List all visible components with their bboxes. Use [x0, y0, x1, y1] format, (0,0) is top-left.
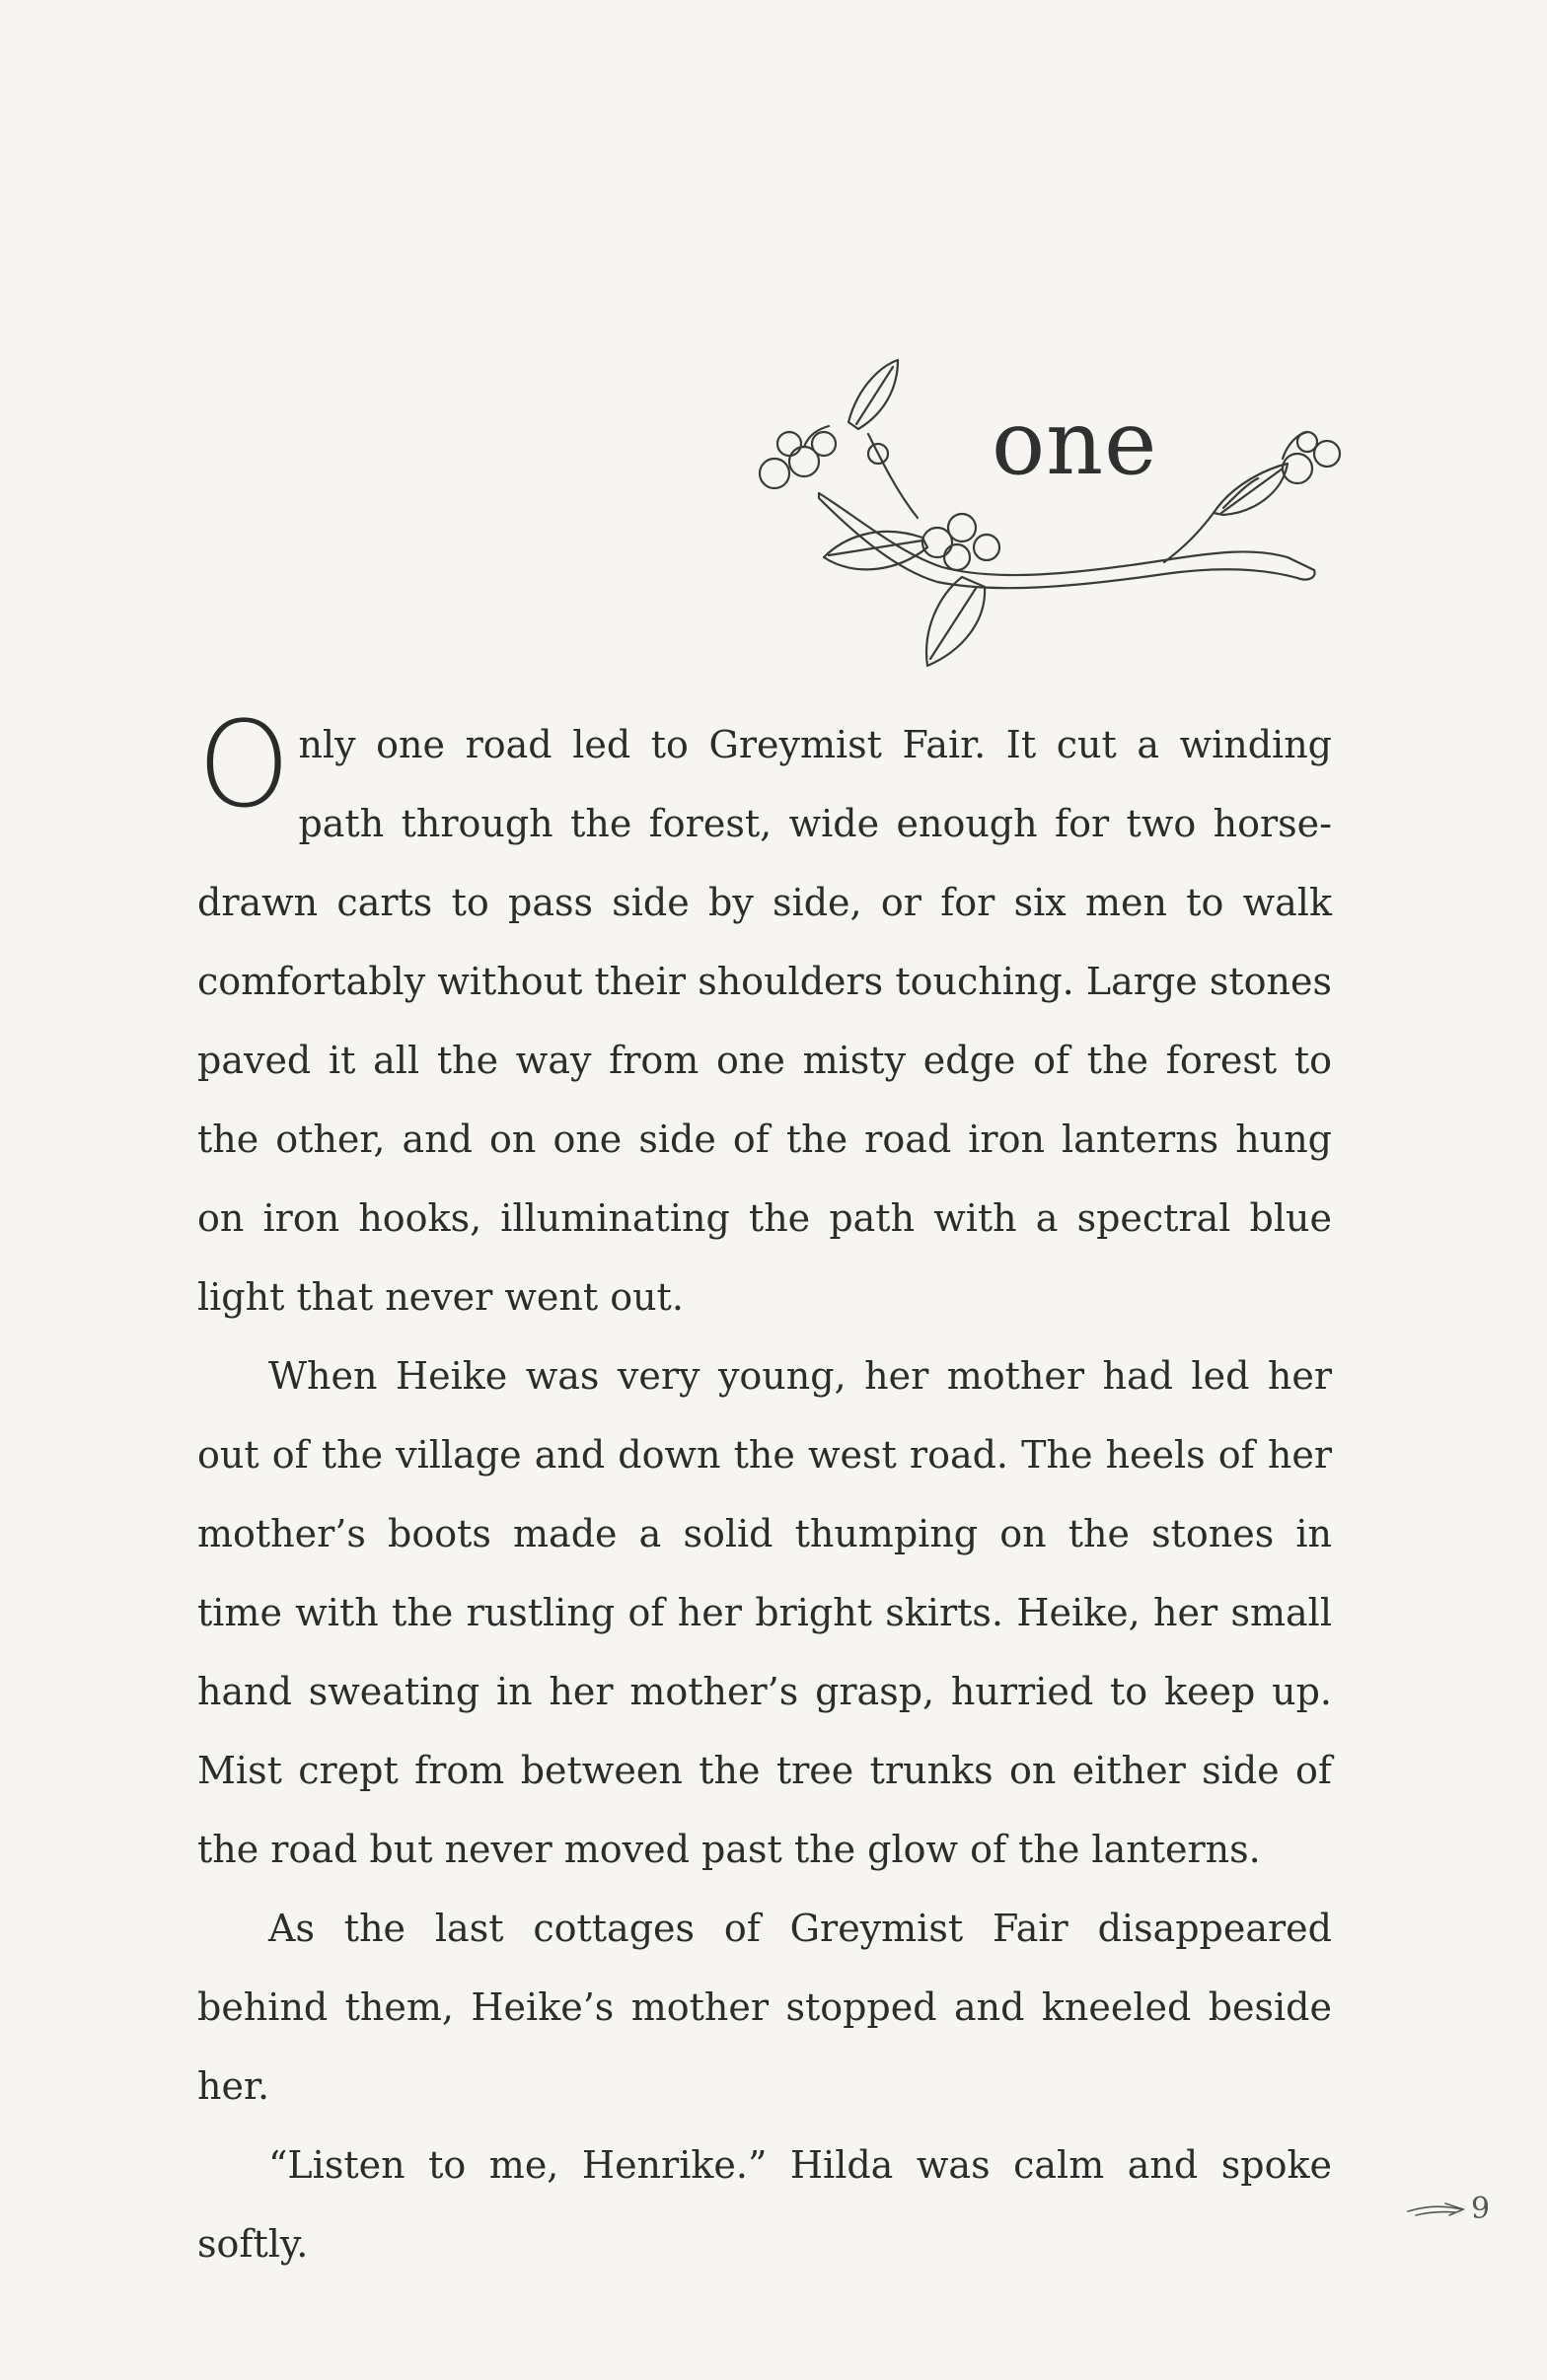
wave-flourish-icon: [1406, 2198, 1467, 2221]
drop-cap: O: [197, 697, 291, 834]
paragraph-2: When Heike was very young, her mother had led her out of the village and down the west road. The heels of her mother’s boots made a solid thumping on the stones in time with the rustling of her bright skirts. Heike, her small hand sweating in her mother’s grasp, hurried to keep up. Mist crept from between the tree trunks on either side of the road but never moved past the glow of the lanterns.: [197, 1354, 1332, 1871]
chapter-heading: [750, 345, 1362, 681]
page-number: 9: [1471, 2192, 1491, 2226]
page-footer: [1406, 2190, 1505, 2229]
paragraph-4: “Listen to me, Henrike.” Hilda was calm and spoke softly.: [197, 2143, 1332, 2266]
paragraph-3: As the last cottages of Greymist Fair disappeared behind them, Heike’s mother stopped and kneeled beside her.: [197, 1907, 1332, 2108]
chapter-body: [197, 697, 1332, 2283]
chapter-title: one: [992, 392, 1158, 495]
paragraph-1-text: nly one road led to Greymist Fair. It cut a winding path through the forest, wide enough for two horse-drawn carts to pass side by side, or for six men to walk comfortably without their shoulders touching. Large stones paved it all the way from one misty edge of the forest to the other, and on one side of the road iron lanterns hung on iron hooks, illuminating the path with a spectral blue light that never went out.: [197, 723, 1332, 1319]
paragraph-1: [197, 697, 1332, 1336]
